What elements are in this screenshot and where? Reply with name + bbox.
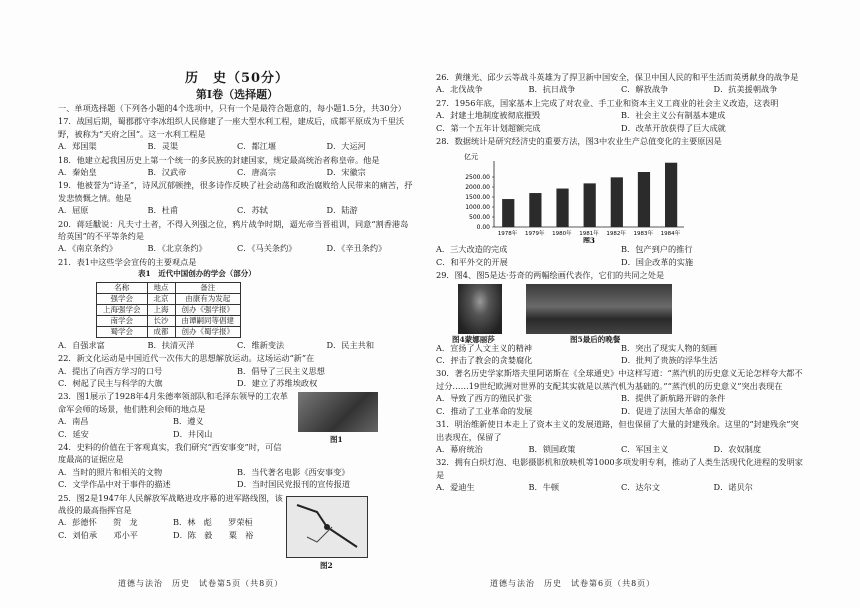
option-d: D．建立了苏维埃政权 (237, 377, 318, 388)
option-d: D．大运河 (326, 141, 366, 152)
q26-options (436, 83, 806, 95)
mona-lisa-painting (458, 284, 502, 334)
y-tick-label: 1500.00 (465, 194, 490, 202)
question-stem: 28．数据统计是研究经济史的重要方法，图3中农业生产总值变化的主要原因是 (436, 136, 722, 147)
option-b: B．突出了现实人物的刻画 (621, 342, 718, 353)
option-c: C．《马关条约》 (237, 243, 297, 254)
option-d: D．《辛丑条约》 (326, 243, 387, 254)
option-a: A．郑国渠 (58, 141, 97, 152)
question-stem: 25．图2是1947年人民解放军战略进攻序幕的进军路线图，该战役的最高指挥官是 (58, 492, 283, 515)
option-b: B．包产到户的推行 (621, 244, 693, 255)
table-cell: 上海强学会 (97, 304, 148, 315)
question-28 (436, 135, 806, 268)
question-stem: 27．1956年底，国家基本上完成了对农业、手工业和资本主义工商业的社会主义改造，这表明 (436, 97, 779, 108)
q32-options (436, 481, 806, 493)
x-tick-label: 1979年 (524, 231, 545, 238)
question-17 (58, 115, 416, 152)
question-30 (436, 367, 806, 417)
option-d: D．陈 毅 粟 裕 (173, 529, 254, 540)
q30-options (436, 392, 806, 417)
table-cell: 强学会 (97, 293, 148, 304)
question-31 (436, 418, 806, 455)
table-cell: 长沙 (147, 315, 175, 326)
question-24 (58, 441, 416, 491)
option-b: B．锁国政策 (528, 443, 576, 454)
option-c: C．树起了民主与科学的大旗 (58, 377, 163, 388)
question-32 (436, 456, 806, 493)
bar (638, 172, 650, 227)
option-d: D．当时国民党报刊的宣传报道 (237, 479, 351, 490)
option-c: C．推动了工业革命的发展 (436, 405, 533, 416)
question-20 (58, 218, 416, 255)
option-d: D．国企改革的实施 (621, 256, 694, 267)
question-stem: 31．明治维新使日本走上了资本主义的发展道路，但也保留了大量的封建残余。这里的“封建残余”突出表现在，保留了 (436, 419, 799, 442)
y-axis-label: 亿元 (464, 153, 478, 162)
option-d: D．宋徽宗 (326, 167, 366, 178)
option-c: C．达尔文 (621, 482, 661, 493)
option-b: B．灵渠 (147, 141, 179, 152)
option-c: C．解放战争 (621, 84, 669, 95)
x-tick-label: 1984年 (660, 231, 681, 238)
table-header-cell: 名称 (97, 282, 148, 293)
question-stem: 32．拥有白炽灯泡、电影摄影机和放映机等1000多项发明专利，推动了人类生活现代化进程的发明家是 (436, 457, 803, 480)
question-stem: 24．史料的价值在于客观真实，我们研究“西安事变”时，可信度最高的证据应是 (58, 441, 282, 465)
page-title: 历 史（50分） (184, 71, 290, 86)
option-d: D．促进了法国大革命的爆发 (621, 405, 726, 416)
option-a: A．秦始皇 (58, 167, 97, 178)
option-b: B．当代著名电影《西安事变》 (237, 466, 350, 477)
y-tick-label: 2500.00 (465, 174, 490, 182)
table-row (97, 315, 241, 326)
option-b: B．《北京条约》 (147, 243, 207, 254)
option-b: B．遵义 (173, 416, 204, 427)
option-a: A．彭德怀 贺 龙 (58, 517, 138, 528)
bar (611, 178, 623, 228)
option-a: A．《南京条约》 (58, 243, 118, 254)
bar (529, 193, 541, 227)
option-c: C．军国主义 (621, 443, 669, 454)
option-c: C．第一个五年计划超额完成 (436, 122, 541, 133)
question-29 (436, 269, 806, 366)
option-a: A．自强求富 (58, 339, 105, 350)
option-a: A．提出了向西方学习的口号 (58, 365, 163, 376)
part-title: 第Ⅰ卷（选择题） (195, 88, 279, 101)
option-b: B．倡导了三民主义思想 (237, 365, 325, 376)
question-stem: 18．他建立起我国历史上第一个统一的多民族的封建国家，规定最高统治者称皇帝。他是 (58, 154, 380, 165)
y-tick-label: 0.00 (476, 224, 490, 232)
footer-left: 道德与法治 历史 试卷第5页（共8页） (118, 579, 284, 588)
q25-options (58, 516, 288, 541)
option-a: A．屈原 (58, 205, 89, 216)
option-c: C．唐高宗 (237, 167, 277, 178)
question-stem: 17．战国后期，蜀郡郡守李冰组织人民修建了一座大型水利工程，建成后，成都平原成为千里沃野，被称为“天府之国”。这一水利工程是 (58, 116, 405, 139)
bar (584, 184, 596, 228)
table-cell: 上海 (147, 304, 175, 315)
q24-options (58, 466, 416, 491)
bar (502, 199, 514, 227)
option-d: D．民主共和 (326, 339, 375, 350)
question-stem: 23．图1展示了1928年4月朱德率领部队和毛泽东领导的工农革命军会师的场景，他们胜利会师的地点是 (58, 391, 288, 414)
option-a: A．南昌 (58, 416, 89, 427)
option-c: C．文学作品中对于事件的描述 (58, 479, 171, 490)
question-stem: 30．著名历史学家斯塔夫里阿诺斯在《全球通史》中这样写道：“蒸汽机的历史意义无论怎样夸大都不过分……19世纪欧洲对世界的支配其实就是以蒸汽机为基础的。”“蒸汽机的历史意义”突出表现在 (436, 368, 803, 391)
question-stem: 19．他被誉为“诗圣”，诗风沉郁顿挫，很多诗作反映了社会动荡和政治腐败给人民带来的痛苦，抒发悲愤慨之情。他是 (58, 180, 413, 203)
bar-chart (436, 149, 806, 243)
option-c: C．苏轼 (237, 205, 268, 216)
options (58, 140, 416, 152)
question-23 (58, 390, 416, 445)
question-18 (58, 154, 416, 179)
table-cell: 南学会 (97, 315, 148, 326)
question-21 (58, 256, 416, 268)
option-d: D．改革开放获得了巨大成就 (621, 122, 726, 133)
table-cell: 蜀学会 (97, 326, 148, 337)
option-b: B．提供了新航路开辟的条件 (621, 393, 726, 404)
left-column (58, 70, 416, 570)
option-b: B．牛顿 (528, 482, 560, 493)
options (58, 242, 416, 254)
option-d: D．井冈山 (173, 428, 213, 439)
option-c: C．刘伯承 邓小平 (58, 529, 138, 540)
question-26 (436, 71, 806, 96)
option-b: B．社会主义公有制基本建成 (621, 110, 726, 121)
x-tick-label: 1981年 (579, 231, 599, 238)
q21-options (58, 339, 416, 351)
question-stem: 21．表1中这些学会宣传的主要观点是 (58, 256, 197, 267)
question-27 (436, 97, 806, 134)
question-stem: 20．蒋廷黻说：凡夫寸土者，不得入列强之位，鸦片战争时期，逼光帝当晋祖训，同意“割香港岛给英国”的不平等条约是 (58, 218, 409, 242)
question-list (58, 115, 416, 268)
x-tick-label: 1982年 (606, 231, 626, 238)
q23-options (58, 415, 288, 440)
option-d: D．农奴制度 (713, 443, 762, 454)
footer-right: 道德与法治 历史 试卷第6页（共8页） (490, 579, 656, 588)
q27-options (436, 109, 806, 134)
x-tick-label: 1983年 (633, 231, 654, 238)
option-b: B．杜甫 (147, 205, 179, 216)
table-header-cell: 地点 (147, 282, 175, 293)
question-22 (58, 352, 416, 389)
option-a: A．幕府统治 (436, 443, 483, 454)
option-a: A．三大改造的完成 (436, 244, 508, 255)
option-b: B．林 彪 罗荣桓 (173, 517, 253, 528)
table-cell: 创办《蜀学报》 (175, 326, 241, 337)
figure2-map (286, 496, 368, 558)
table1 (96, 282, 241, 338)
options (58, 166, 416, 178)
option-c: C．抨击了教会的贪婪腐化 (436, 355, 533, 366)
option-a: A．北伐战争 (436, 84, 483, 95)
table-cell: 北京 (147, 293, 175, 304)
option-a: A．爱迪生 (436, 482, 475, 493)
figure5-label: 图5最后的晚餐 (570, 334, 621, 344)
question-25 (58, 492, 416, 570)
map-route-icon (287, 497, 367, 557)
paintings-figures (436, 284, 806, 342)
option-b: B．扶清灭洋 (147, 339, 195, 350)
bar (665, 163, 677, 227)
q31-options (436, 443, 806, 455)
option-b: B．抗日战争 (528, 84, 576, 95)
option-c: C．维新变法 (237, 339, 285, 350)
q28-options (436, 243, 806, 268)
table-row (97, 304, 241, 315)
option-d: D．抗美援朝战争 (713, 84, 778, 95)
option-d: D．陆游 (326, 205, 358, 216)
table-row (97, 293, 241, 304)
last-supper-painting (526, 284, 672, 334)
bar (556, 189, 568, 227)
figure4-label: 图4蒙娜丽莎 (452, 334, 495, 344)
x-tick-label: 1980年 (552, 231, 572, 238)
x-tick-label: 1978年 (497, 231, 518, 238)
y-tick-label: 500.00 (469, 214, 490, 222)
figure1-label: 图1 (330, 435, 343, 445)
question-19 (58, 179, 416, 216)
table1-caption: 表1 近代中国创办的学会（部分） (138, 269, 256, 279)
table-header-row (97, 282, 241, 293)
option-a: A．封建土地制度被彻底摧毁 (436, 110, 541, 121)
figure3-chart (436, 149, 806, 243)
option-c: C．延安 (58, 428, 89, 439)
question-stem: 26．黄继光、邱少云等战斗英雄为了捍卫新中国安全，保卫中国人民的和平生活而英勇献身的战争是 (436, 72, 799, 82)
option-d: D．诺贝尔 (713, 482, 753, 493)
q22-options (58, 365, 416, 390)
option-c: C．都江堰 (237, 141, 277, 152)
y-tick-label: 2000.00 (465, 184, 490, 192)
question-stem: 29．图4、图5是达·芬奇的两幅绘画代表作，它们的共同之处是 (436, 270, 665, 281)
option-d: D．批判了贵族的浮华生活 (621, 355, 718, 366)
y-tick-label: 1000.00 (465, 204, 490, 212)
table-cell: 由谭嗣同等倡建 (175, 315, 241, 326)
option-a: A．当时的照片和相关的文物 (58, 466, 163, 477)
section-intro: 一、单项选择题（下列各小题的4个选项中，只有一个是最符合题意的，每小题1.5分，共30分） (58, 103, 406, 113)
figure2-label: 图2 (320, 560, 333, 570)
table-cell: 成都 (147, 326, 175, 337)
question-stem: 22．新文化运动是中国近代一次伟大的思想解放运动。这场运动“新”在 (58, 353, 315, 364)
table-cell: 由康有为发起 (175, 293, 241, 304)
right-column (436, 70, 806, 494)
figure1-painting (298, 392, 378, 432)
option-c: C．和平外交的开展 (436, 256, 508, 267)
option-a: A．宣扬了人文主义的精神 (436, 342, 532, 353)
table-header-cell: 备注 (175, 282, 241, 293)
chart-fig-label: 图3 (583, 236, 595, 244)
table-cell: 创办《强学报》 (175, 304, 241, 315)
options (58, 204, 416, 216)
table-row (97, 326, 241, 337)
option-a: A．导致了西方的殖民扩张 (436, 393, 532, 404)
option-b: B．汉武帝 (147, 167, 187, 178)
